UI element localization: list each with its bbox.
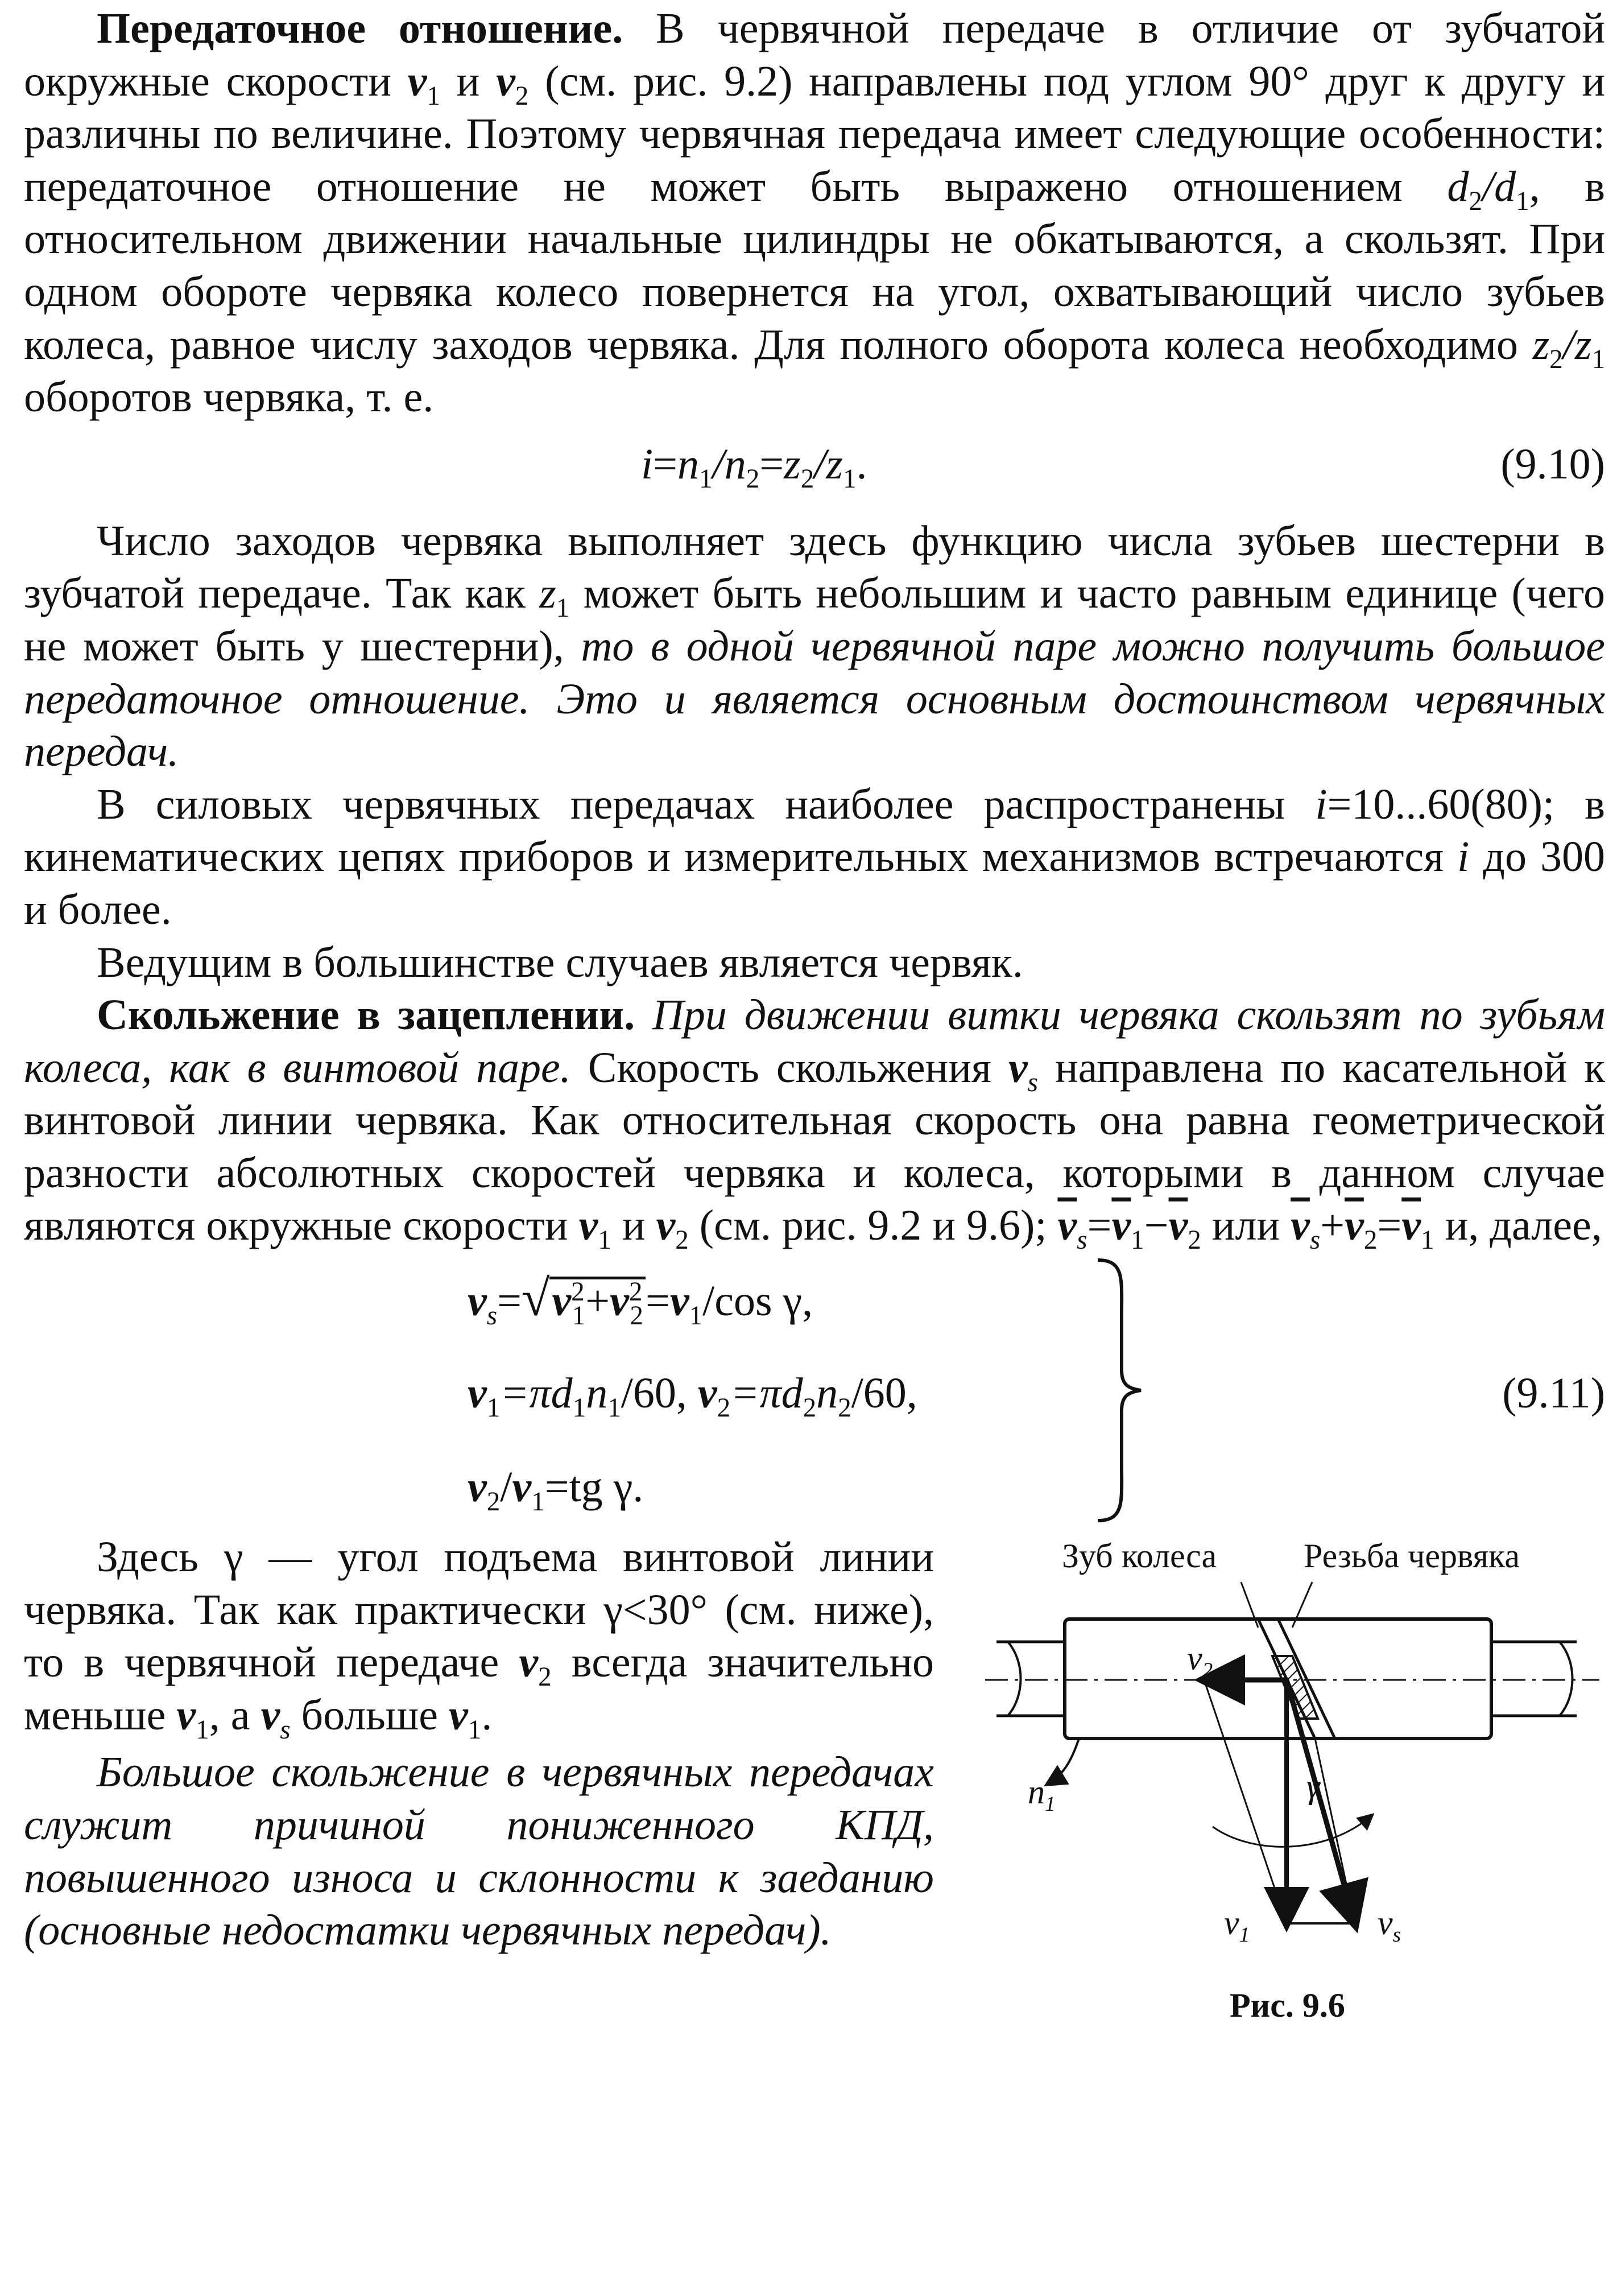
system-line-2: $v_1=\pi d_1n_1/60$, $v_2=\pi d_2n_2/60$, bbox=[468, 1369, 917, 1423]
paragraph-worm-starts: Число заходов червяка выполняет здесь функцию числа зубьев шестерни в зубчатой передаче. Так как $z_1$ может быть небольшим и часто равным единице (чего не может быть у шестерни), то в одной червячной паре можно получить большое передаточное отношение. Это и является основным достоинством червячных передач. bbox=[24, 517, 1605, 776]
two-column-section bbox=[24, 1531, 1605, 2088]
label-n1: $n_1$ bbox=[1028, 1773, 1056, 1816]
heading-sliding: Скольжение в зацеплении. bbox=[97, 991, 635, 1039]
right-brace bbox=[1093, 1257, 1144, 1524]
page bbox=[24, 0, 1605, 2088]
paragraph-sliding: Скольжение в зацеплении. При движении витки червяка скользят по зубьям колеса, как в винтовой паре. Скорость скольжения $v_s$ направлена по касательной к винтовой линии червяка. Как относительная скорость она равна геометрической разности абсолютных скоростей червяка и колеса, которыми в данном случае являются окружные скорости $v_1$ и $v_2$ (см. рис. 9.2 и 9.6); $\overline{v}_s=\overline{v}_1-\overline{v}_2$ или $\overline{v}_s+\overline{v}_2=\overline{v}_1$ и, далее, bbox=[24, 991, 1605, 1256]
label-v2: $v_2$ bbox=[1187, 1640, 1213, 1683]
paragraph-power-drives: В силовых червячных передачах наиболее распространены i=10...60(80); в кинематических цепях приборов и измерительных механизмов встречаются i до 300 и более. bbox=[24, 780, 1605, 934]
italic-main-advantage: то в одной червячной паре можно получить большое передаточное отношение. Это и является основным достоинством червячных передач. bbox=[24, 622, 1605, 776]
paragraph-disadvantages: Большое скольжение в червячных передачах служит причиной пониженного КПД, повышенного износа и склонности к заеданию (основные недостатки червячных передач). bbox=[24, 1748, 934, 1955]
system-line-1: $v_s=√v^2_1+v^2_2=v_1/\cos$ γ, bbox=[468, 1270, 813, 1331]
figure-9-6 bbox=[985, 1531, 1605, 2088]
formula-system-9-11 bbox=[24, 1252, 1605, 1531]
paragraph-driving-worm: Ведущим в большинстве случаев является червяк. bbox=[97, 938, 1023, 986]
label-gamma: γ bbox=[1306, 1768, 1320, 1806]
formula-9-10-expression: $i=n_1/n_2=z_2/z_1$. bbox=[641, 440, 867, 494]
label-wheel-tooth: Зуб колеса bbox=[1062, 1537, 1217, 1575]
left-column-text bbox=[24, 1531, 934, 1957]
label-vs: $v_s$ bbox=[1378, 1904, 1401, 1947]
label-worm-thread: Резьба червяка bbox=[1304, 1537, 1520, 1575]
paragraph-gear-ratio: Передаточное отношение. В червячной передаче в отличие от зубчатой окружные скорости $v_1$ и $v_2$ (см. рис. 9.2) направлены под углом 90° друг к другу и различны по величине. Поэтому червячная передача имеет следующие особенности: передаточное отношение не может быть выражено отношением $d_2/d_1$, в относительном движении начальные цилиндры не обкатываются, а скользят. При одном обороте червяка колесо повернется на угол, охватывающий число зубьев колеса, равное числу заходов червяка. Для полного оборота колеса необходимо $z_2/z_1$ оборотов червяка, т. е. bbox=[24, 5, 1606, 422]
figure-caption: Рис. 9.6 bbox=[1230, 1987, 1345, 2025]
heading-gear-ratio: Передаточное отношение. bbox=[97, 5, 623, 52]
paragraph-lead-angle: Здесь γ — угол подъема винтовой линии червяка. Так как практически γ<30° (см. ниже), то в червячной передаче $v_2$ всегда значительно меньше $v_1$, а $v_s$ больше $v_1$. bbox=[24, 1533, 934, 1745]
system-line-3: $v_2/v_1=tg$ γ. bbox=[468, 1463, 644, 1517]
formula-9-10 bbox=[24, 424, 1605, 515]
formula-9-10-number: (9.10) bbox=[1500, 440, 1605, 488]
label-v1: $v_1$ bbox=[1224, 1904, 1250, 1947]
worm-diagram bbox=[985, 1531, 1605, 1986]
formula-9-11-number: (9.11) bbox=[1502, 1369, 1605, 1418]
